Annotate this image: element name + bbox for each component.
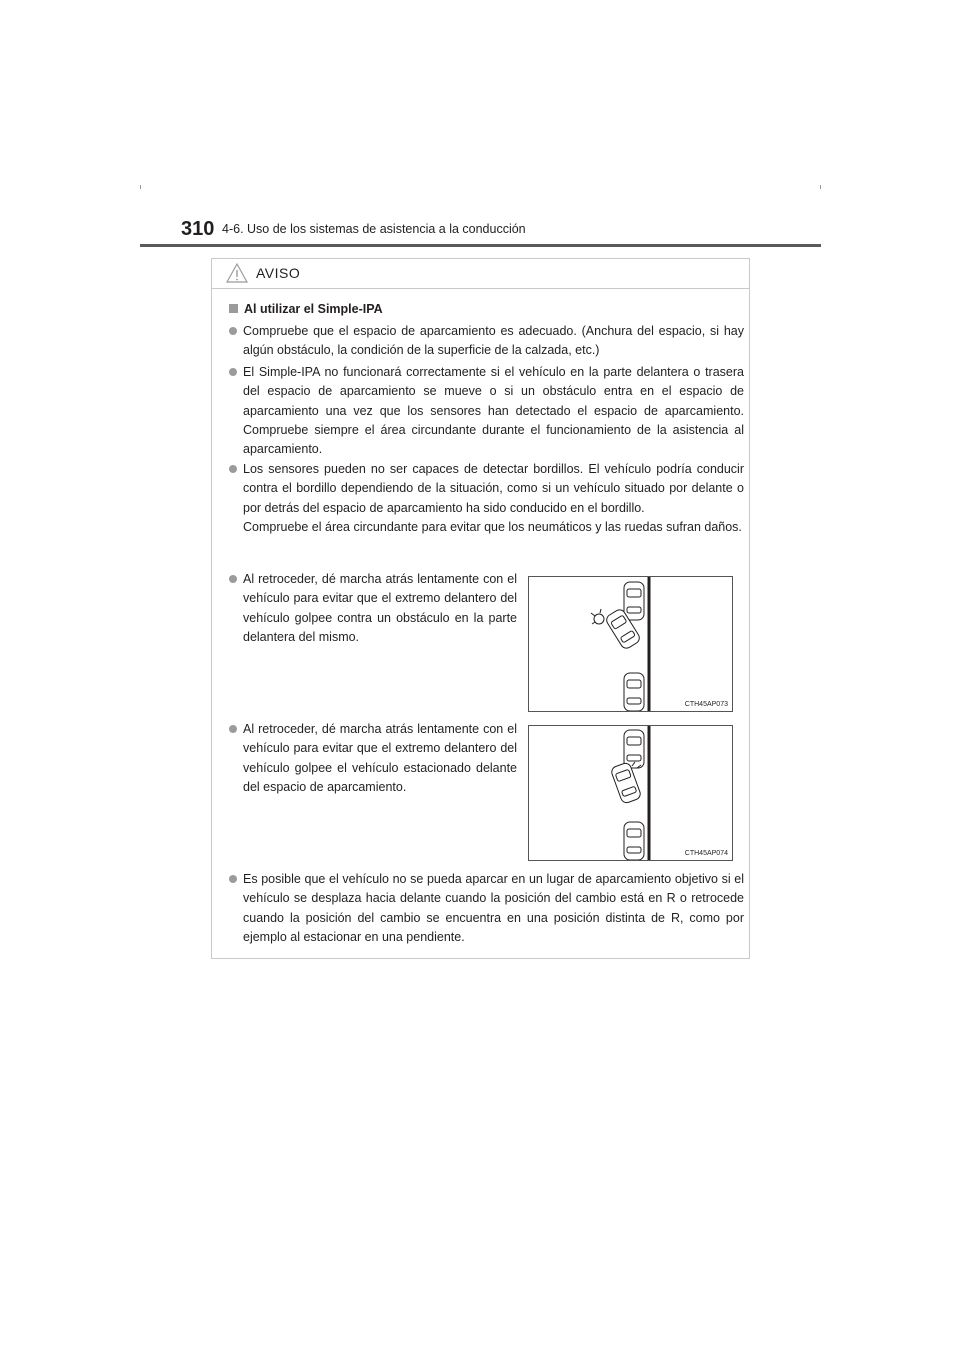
list-item-text: Los sensores pueden no ser capaces de detectar bordillos. El vehículo podría conducir contra el bordillo dependiendo de la situación, como si un vehículo situado por delante o por detrás del espacio de aparcamiento ha sido conducido en el bordillo. Compruebe el área circundante para evitar que los neumáticos y las ruedas sufran daños.: [243, 462, 744, 534]
bullet-dot-icon: [229, 327, 237, 335]
figure-code: CTH45AP073: [684, 701, 728, 708]
bullet-dot-icon: [229, 368, 237, 376]
figure-obstacle: [528, 576, 733, 712]
figure-parked-vehicle: [528, 725, 733, 861]
subheading-text: Al utilizar el Simple-IPA: [244, 302, 383, 316]
list-item-text: Al retroceder, dé marcha atrás lentamente con el vehículo para evitar que el extremo delantero del vehículo golpee contra un obstáculo en la parte delantera del mismo.: [243, 572, 517, 644]
warning-header: [212, 259, 749, 289]
list-item: [229, 322, 744, 361]
warning-label: AVISO: [256, 265, 301, 281]
crop-mark-left: [140, 185, 141, 189]
list-item: [229, 460, 744, 537]
list-item: [229, 363, 744, 459]
list-item: [229, 870, 744, 947]
car-rear-parked: [624, 673, 644, 711]
car-front-parked: [624, 730, 644, 768]
header-rule: [140, 244, 821, 247]
bullet-dot-icon: [229, 465, 237, 473]
warning-triangle-icon: [226, 263, 248, 283]
square-bullet-icon: [229, 304, 238, 313]
section-title: 4-6. Uso de los sistemas de asistencia a la conducción: [222, 222, 526, 236]
bullet-dot-icon: [229, 875, 237, 883]
list-item-text: El Simple-IPA no funcionará correctamente si el vehículo en la parte delantera o trasera del espacio de aparcamiento se mueve o si un obstáculo entra en el espacio de aparcamiento una vez que los sensores han detectado el espacio de aparcamiento. Compruebe siempre el área circundante durante el funcionamiento de la asistencia al aparcamiento.: [243, 365, 744, 457]
bullet-dot-icon: [229, 725, 237, 733]
obstacle-impact-icon: [591, 609, 604, 624]
list-item: [229, 570, 517, 647]
crop-mark-right: [820, 185, 821, 189]
bullet-dot-icon: [229, 575, 237, 583]
car-front-parked: [624, 582, 644, 620]
car-rear-parked: [624, 822, 644, 860]
page-number: 310: [181, 218, 215, 240]
warning-box: [211, 258, 750, 959]
list-item: [229, 720, 517, 797]
parking-diagram-1: [529, 577, 732, 711]
figure-code: CTH45AP074: [684, 850, 728, 857]
list-item-text: Es posible que el vehículo no se pueda aparcar en un lugar de aparcamiento objetivo si el vehículo se desplaza hacia delante cuando la posición del cambio está en R o retrocede cuando la posición del cambio se encuentra en una posición distinta de R, como por ejemplo al estacionar en una pendiente.: [243, 872, 744, 944]
list-item-text: Compruebe que el espacio de aparcamiento es adecuado. (Anchura del espacio, si hay algún obstáculo, la condición de la superficie de la calzada, etc.): [243, 324, 744, 358]
warning-subheading: [229, 302, 383, 316]
list-item-text: Al retroceder, dé marcha atrás lentamente con el vehículo para evitar que el extremo delantero del vehículo golpee el vehículo estacionado delante del espacio de aparcamiento.: [243, 722, 517, 794]
parking-diagram-2: [529, 726, 732, 860]
